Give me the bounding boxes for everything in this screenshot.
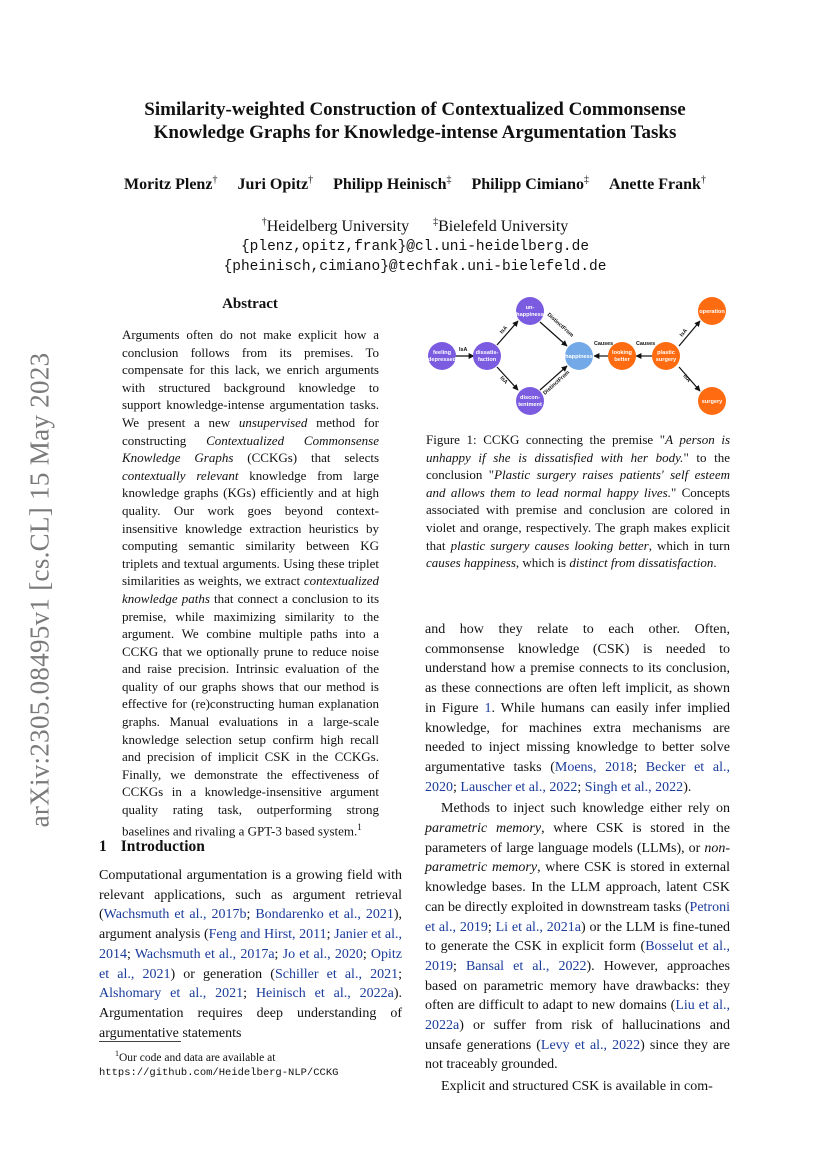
affiliation: †Heidelberg University (261, 217, 410, 236)
email-bielefeld[interactable]: {pheinisch,cimiano}@techfak.uni-bielefeld.de (223, 259, 607, 276)
node-feeling-depressed (428, 342, 456, 370)
svg-text:dissatis-: dissatis- (475, 350, 499, 356)
right-column (425, 620, 730, 1097)
citation-link[interactable]: Alshomary et al., 2021 (99, 986, 244, 1002)
citation-link[interactable]: Wachsmuth et al., 2017a (134, 946, 275, 962)
section-heading: 1 Introduction (99, 838, 205, 855)
author: Philipp Heinisch‡ (333, 175, 452, 194)
svg-text:discon-: discon- (520, 395, 540, 401)
svg-text:happiness: happiness (565, 354, 593, 360)
abstract-heading: Abstract (222, 296, 278, 312)
footnote: $^1$Our code and data are available at https://github.com/Heidelberg-NLP/CCKG (99, 1046, 402, 1081)
email-heidelberg[interactable]: {plenz,opitz,frank}@cl.uni-heidelberg.de (240, 239, 590, 256)
code-url-link[interactable]: https://github.com/Heidelberg-NLP/CCKG (99, 1066, 339, 1079)
affiliation: ‡Bielefeld University (433, 217, 569, 236)
intro-paragraph: Computational argumentation is a growing field with relevant applications, such as argument retrieval (Wachsmuth et al., 2017b; Bondarenko et al., 2021), argument analysis (Feng and Hirst, 2011; Janier et al., 2014; Wachsmuth et al., 2017a; Jo et al., 2020; Opitz et al., 2021) or generation (Schiller et al., 2021; Alshomary et al., 2021; Heinisch et al., 2022a). Argumentation requires deep understanding of argumentative statements (99, 868, 403, 1041)
citation-link[interactable]: Bosselut et al., 2019 (425, 939, 730, 974)
svg-text:depressed: depressed (428, 357, 456, 363)
svg-text:un-: un- (525, 305, 535, 311)
citation-link[interactable]: Petroni et al., 2019 (425, 899, 730, 935)
figure-caption: Figure 1: CCKG connecting the premise "A person is unhappy if she is dissatisfied with her body." to the conclusion "Plastic surgery raises patients' self esteem and allows them to lead normal happy lives." Concepts associated with premise and conclusion are colored in violet and orange, respectively. The graph makes explicit that plastic surgery causes looking better, which in turn causes happiness, which is distinct from dissatisfaction. (426, 432, 730, 571)
author: Anette Frank† (608, 175, 706, 194)
citation-link[interactable]: Opitz et al., 2021 (99, 946, 403, 982)
edge-label: IsA (459, 347, 468, 353)
svg-text:feeling: feeling (432, 350, 452, 356)
citation-link[interactable]: Bondarenko et al., 2021 (255, 907, 394, 923)
node-plastic-surgery (652, 342, 680, 370)
svg-text:faction: faction (477, 357, 497, 363)
footnote-rule (99, 1041, 181, 1042)
edge-label: IsA (678, 328, 689, 339)
svg-text:tentment: tentment (518, 402, 542, 408)
citation-link[interactable]: Bansal et al., 2022 (465, 958, 587, 974)
edge-label: Causes (594, 341, 614, 347)
footnote-marker: 1 (357, 821, 362, 832)
citation-link[interactable]: Feng and Hirst, 2011 (208, 927, 327, 943)
abstract-text: Arguments often do not make explicit how a conclusion follows from its premises. To compensate for this lack, we enrich arguments with structured background knowledge to support knowledge-intense argumentation tasks. We present a new unsupervised method for constructing Contextualized Commonsense Knowledge Graphs (CCKGs) that selects contextually relevant knowledge from large knowledge graphs (KGs) efficiently and at high quality. Our work goes beyond context-insensitive knowledge extraction heuristics by computing semantic similarity between KG triplets and textual arguments. Using these triplet similarities as weights, we extract contextualized knowledge paths that connect a conclusion to its premise, while maximizing similarity to the argument. We combine multiple paths into a CCKG that we optionally prune to reduce noise and raise precision. Intrinsic evaluation of the quality of our graphs shows that our method is effective for (re)constructing human explanation graphs. Manual evaluations in a large-scale knowledge selection setup confirm high recall and precision of implicit CSK in the CCKGs. Finally, we demonstrate the effectiveness of CCKGs in a knowledge-insensitive argument quality rating task, outperforming strong baselines and rivaling a GPT-3 based system.$^1$ (122, 327, 380, 838)
figure-ref-link[interactable]: 1 (484, 700, 492, 716)
svg-text:plastic: plastic (657, 350, 675, 356)
edge-label: DistinctFrom (542, 369, 572, 397)
node-discontentment (516, 387, 544, 415)
svg-text:happiness: happiness (516, 312, 544, 318)
svg-text:better: better (614, 357, 630, 363)
figure-graph (418, 292, 738, 422)
edge-label: Causes (636, 341, 656, 347)
citation-link[interactable]: Moens, 2018 (554, 759, 634, 775)
svg-text:surgery: surgery (701, 399, 723, 405)
arxiv-stamp: arXiv:2305.08495v1 [cs.CL] 15 May 2023 (24, 352, 55, 828)
citation-link[interactable]: Jo et al., 2020 (282, 946, 363, 962)
author: Juri Opitz† (237, 175, 314, 194)
citation-link[interactable]: Singh et al., 2022 (584, 779, 684, 795)
svg-text:operation: operation (699, 309, 725, 315)
edge-label: IsA (498, 375, 509, 386)
author: Philipp Cimiano‡ (471, 175, 589, 194)
paper-title: Similarity-weighted Construction of Contextualized Commonsense Knowledge Graphs for Knowledge-intense Argumentation Tasks (144, 99, 686, 143)
paragraph: Explicit and structured CSK is available in com- (441, 1079, 713, 1095)
citation-link[interactable]: Levy et al., 2022 (540, 1037, 641, 1053)
node-dissatisfaction (473, 342, 501, 370)
edge-label: IsA (499, 325, 510, 336)
citation-link[interactable]: Wachsmuth et al., 2017b (103, 907, 247, 923)
affiliations (100, 213, 730, 277)
citation-link[interactable]: Liu et al., 2022a (425, 998, 730, 1034)
author-list (100, 175, 730, 194)
author: Moritz Plenz† (124, 175, 218, 194)
edge-label: DistinctFrom (545, 312, 575, 339)
svg-text:looking: looking (612, 350, 632, 356)
node-looking-better (608, 342, 636, 370)
citation-link[interactable]: Janier et al., 2014 (99, 927, 402, 962)
node-unhappiness (516, 297, 544, 325)
edge-label: IsA (681, 373, 692, 384)
citation-link[interactable]: Lauscher et al., 2022 (460, 779, 578, 795)
citation-link[interactable]: Schiller et al., 2021 (274, 966, 399, 982)
svg-text:surgery: surgery (655, 357, 677, 363)
paragraph: and how they relate to each other. Often, commonsense knowledge (CSK) is needed to understand how a premise connects to its conclusion, as these connections are often left implicit, as shown in Figure 1. While humans can easily infer implied knowledge, for machines extra mechanisms are needed to inject missing knowledge to better solve argumentative tasks (Moens, 2018; Becker et al., 2020; Lauscher et al., 2022; Singh et al., 2022). (425, 622, 730, 795)
citation-link[interactable]: Li et al., 2021a (495, 919, 581, 935)
citation-link[interactable]: Heinisch et al., 2022a (255, 986, 394, 1002)
paragraph: Methods to inject such knowledge either rely on parametric memory, where CSK is stored in the parameters of large language models (LLMs), or non-parametric memory, where CSK is stored in external knowledge bases. In the LLM approach, latent CSK can be directly exploited in downstream tasks (Petroni et al., 2019; Li et al., 2021a) or the LLM is fine-tuned to generate the CSK in explicit form (Bosselut et al., 2019; Bansal et al., 2022). However, approaches based on parametric memory have drawbacks: they often are difficult to adapt to new domains (Liu et al., 2022a) or suffer from risk of hallucinations and unsafe generations (Levy et al., 2022) since they are not traceably grounded. (425, 801, 731, 1073)
citation-link[interactable]: Becker et al., 2020 (425, 759, 730, 795)
